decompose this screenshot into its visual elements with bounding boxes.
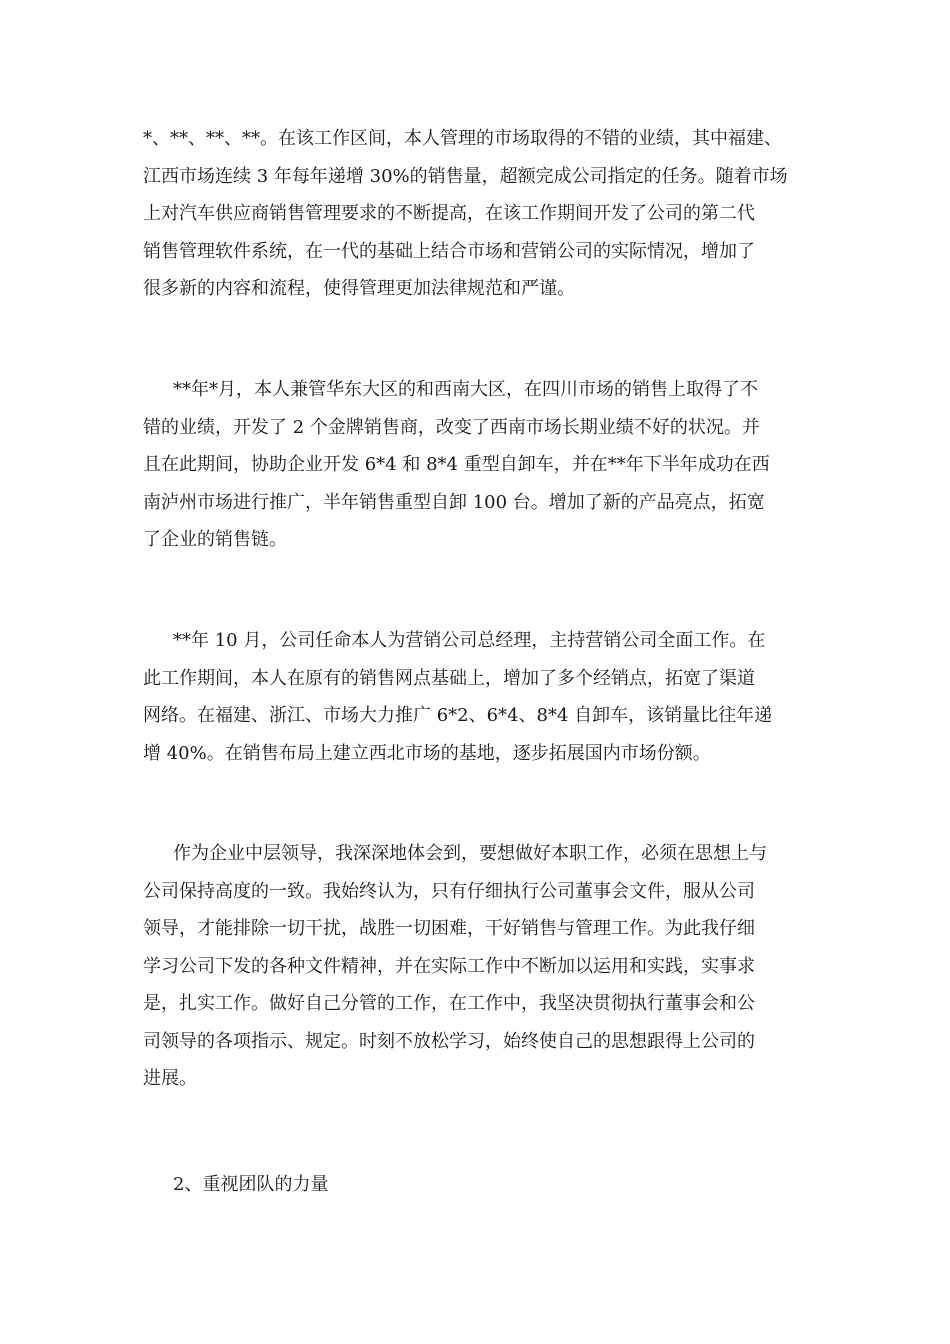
text-line: 作为企业中层领导，我深深地体会到，要想做好本职工作，必须在思想上与 [173, 843, 767, 864]
text-line: 是，扎实工作。做好自己分管的工作，在工作中，我坚决贯彻执行董事会和公 [143, 993, 755, 1014]
text-line: 学习公司下发的各种文件精神，并在实际工作中不断加以运用和实践，实事求 [143, 955, 755, 977]
paragraph-3 [143, 622, 811, 772]
text-line: **年*月，本人兼管华东大区的和西南大区，在四川市场的销售上取得了不 [173, 379, 758, 400]
paragraph-2 [143, 371, 811, 559]
text-line: 了企业的销售链。 [143, 529, 287, 550]
text-line: 网络。在福建、浙江、市场大力推广 6*2、6*4、8*4 自卸车，该销量比往年递 [143, 705, 773, 726]
text-line: 南泸州市场进行推广，半年销售重型自卸 100 台。增加了新的产品亮点，拓宽 [143, 491, 765, 513]
text-line: 公司保持高度的一致。我始终认为，只有仔细执行公司董事会文件，服从公司 [143, 880, 755, 902]
text-line: 增 40%。在销售布局上建立西北市场的基地，逐步拓展国内市场份额。 [143, 742, 711, 764]
text-line: 进展。 [143, 1068, 197, 1089]
text-line: 上对汽车供应商销售管理要求的不断提高，在该工作期间开发了公司的第二代 [143, 203, 755, 224]
text-line: 错的业绩，开发了 2 个金牌销售商，改变了西南市场长期业绩不好的状况。并 [143, 416, 760, 438]
heading-text: 2、重视团队的力量 [173, 1174, 329, 1195]
text-line: 销售管理软件系统，在一代的基础上结合市场和营销公司的实际情况，增加了 [143, 240, 755, 262]
text-line: 司领导的各项指示、规定。时刻不放松学习，始终使自己的思想跟得上公司的 [143, 1030, 755, 1052]
text-line: 且在此期间，协助企业开发 6*4 和 8*4 重型自卸车，并在**年下半年成功在西 [143, 454, 770, 475]
paragraph-4 [143, 835, 811, 1098]
section-heading [143, 1166, 811, 1204]
text-line: **年 10 月，公司任命本人为营销公司总经理，主持营销公司全面工作。在 [173, 630, 766, 651]
text-line: 很多新的内容和流程，使得管理更加法律规范和严谨。 [143, 278, 575, 299]
text-line: 江西市场连续 3 年每年递增 30%的销售量，超额完成公司指定的任务。随着市场 [143, 165, 788, 187]
text-line: *、**、**、**。在该工作区间，本人管理的市场取得的不错的业绩，其中福建、 [143, 128, 782, 149]
text-line: 此工作期间，本人在原有的销售网点基础上，增加了多个经销点，拓宽了渠道 [143, 667, 755, 689]
text-line: 领导，才能排除一切干扰，战胜一切困难，干好销售与管理工作。为此我仔细 [143, 918, 755, 939]
paragraph-1 [143, 120, 811, 308]
